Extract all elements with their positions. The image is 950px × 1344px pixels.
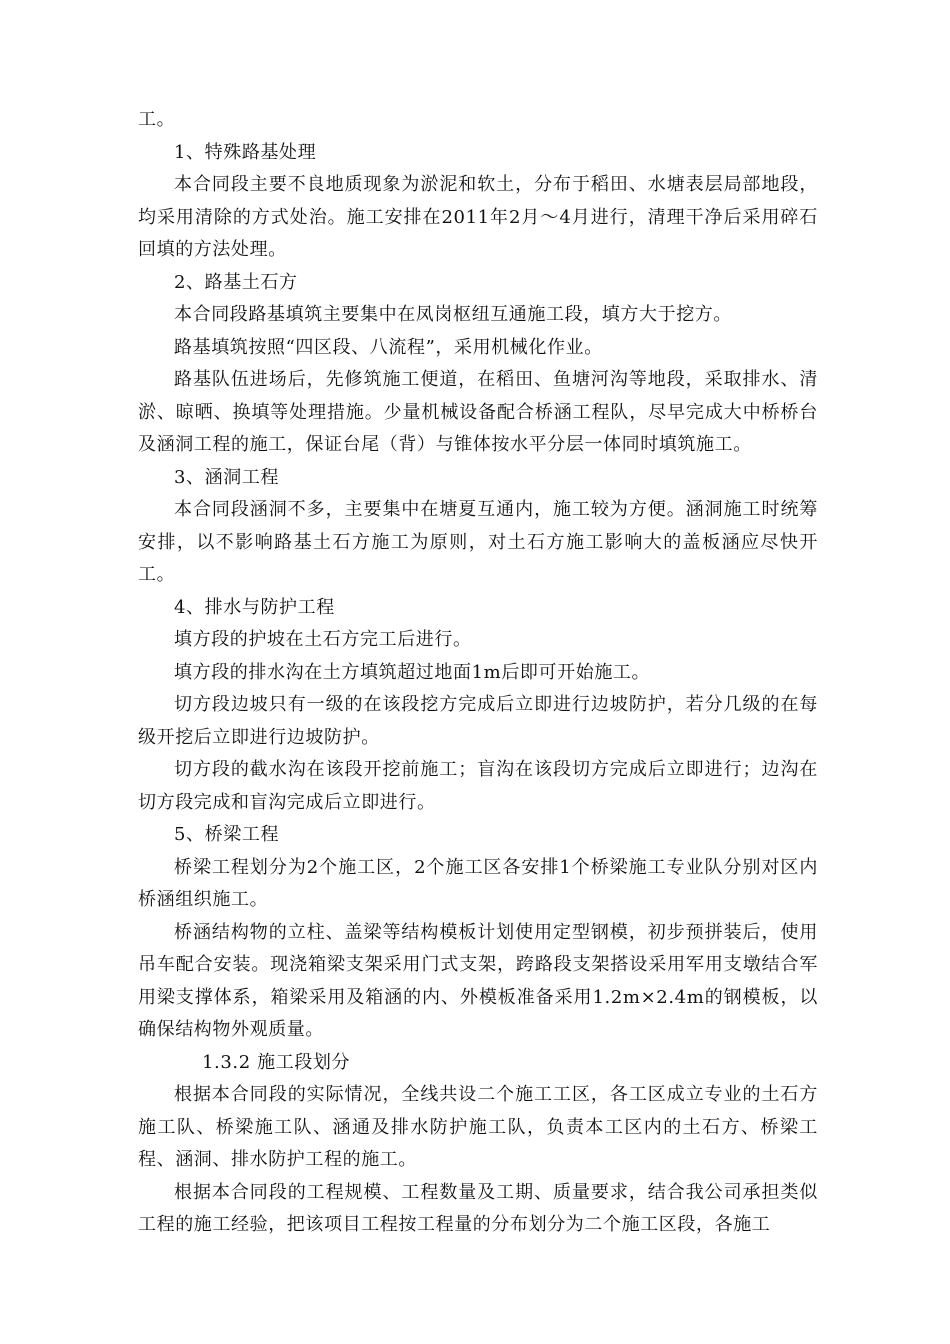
paragraph: 填方段的护坡在土石方完工后进行。 xyxy=(174,629,472,650)
paragraph: 根据本合同段的实际情况，全线共设二个施工工区，各工区成立专业的土石方施工队、桥梁施工队、涵通及排水防护施工队，负责本工区内的土石方、桥梁工程、涵洞、排水防护工程的施工。 xyxy=(138,1084,818,1170)
paragraph: 切方段边坡只有一级的在该段挖方完成后立即进行边坡防护，若分几级的在每级开挖后立即进行边坡防护。 xyxy=(138,694,818,748)
paragraph: 本合同段路基填筑主要集中在凤岗枢纽互通施工段，填方大于挖方。 xyxy=(174,304,732,325)
paragraph: 路基填筑按照“四区段、八流程”，采用机械化作业。 xyxy=(174,336,603,358)
section-heading-bridge: 5、桥梁工程 xyxy=(174,824,280,845)
paragraph: 本合同段主要不良地质现象为淤泥和软土，分布于稻田、水塘表层局部地段，均采用清除的方式处治。施工安排在2011年2月～4月进行，清理干净后采用碎石回填的方法处理。 xyxy=(138,174,818,260)
paragraph: 路基队伍进场后，先修筑施工便道，在稻田、鱼塘河沟等地段，采取排水、清淤、晾晒、换填等处理措施。少量机械设备配合桥涵工程队，尽早完成大中桥桥台及涵洞工程的施工，保证台尾（背）与锥体按水平分层一体同时填筑施工。 xyxy=(138,369,818,455)
document-page xyxy=(138,104,818,1242)
paragraph: 本合同段涵洞不多，主要集中在塘夏互通内，施工较为方便。涵洞施工时统筹安排，以不影响路基土石方施工为原则，对土石方施工影响大的盖板涵应尽快开工。 xyxy=(138,499,818,585)
section-heading-earthwork: 2、路基土石方 xyxy=(174,271,298,293)
paragraph: 桥梁工程划分为2个施工区，2个施工区各安排1个桥梁施工专业队分别对区内桥涵组织施工。 xyxy=(138,856,818,910)
paragraph-continuation: 工。 xyxy=(138,109,176,130)
section-heading-culvert: 3、涵洞工程 xyxy=(174,466,280,488)
paragraph: 切方段的截水沟在该段开挖前施工；盲沟在该段切方完成后立即进行；边沟在切方段完成和盲沟完成后立即进行。 xyxy=(138,759,818,813)
paragraph: 桥涵结构物的立柱、盖梁等结构模板计划使用定型钢模，初步预拼装后，使用吊车配合安装。现浇箱梁支架采用门式支架，跨路段支架搭设采用军用支墩结合军用梁支撑体系，箱梁采用及箱涵的内、外模板准备采用1.2m×2.4m的钢模板，以确保结构物外观质量。 xyxy=(138,921,818,1040)
paragraph: 根据本合同段的工程规模、工程数量及工期、质量要求，结合我公司承担类似工程的施工经验，把该项目工程按工程量的分布划分为二个施工区段，各施工 xyxy=(138,1181,818,1235)
section-heading-special-subgrade: 1、特殊路基处理 xyxy=(174,141,317,163)
paragraph: 填方段的排水沟在土方填筑超过地面1m后即可开始施工。 xyxy=(174,661,651,683)
section-heading-drainage: 4、排水与防护工程 xyxy=(174,596,335,618)
subsection-heading: 1.3.2 施工段划分 xyxy=(202,1051,351,1073)
